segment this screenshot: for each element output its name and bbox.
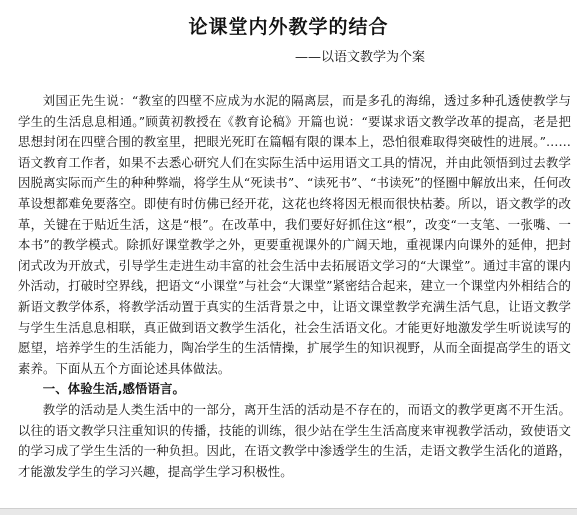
paragraph: 教学的活动是人类生活中的一部分，离开生活的活动是不存在的，而语文的教学更离不开生活。以往的语文教学只注重知识的传播，技能的训练，很少站在学生生活高度来审视教学活动，致使语文的学习成了学生生活的一种负担。因此，在语文教学中渗透学生的生活，走语文教学生活化的道路，才能激发学生的学习兴趣，提高学生学习积极性。 bbox=[18, 401, 571, 479]
document-title: 论课堂内外教学的结合 bbox=[188, 16, 389, 38]
document-body bbox=[18, 91, 571, 482]
paragraph: 刘国正先生说：“教室的四壁不应成为水泥的隔离层，而是多孔的海绵，透过多种孔透使教学与学生的生活息息相通。”顾黄初教授在《教育论稿》开篇也说：“要谋求语文教学改革的提高，老是把思想封闭在四壁合围的教室里，把眼光死盯在篇幅有限的课本上，恐怕很难取得突破性的进展。”……语文教育工作者，如果不去悉心研究人们在实际生活中运用语文工具的情况，并由此领悟到过去教学因脱离实际而产生的种种弊端，将学生从“死读书”、“读死书”、“书读死”的怪圈中解放出来，任何改革设想都难免要落空。即使有时仿佛已经开花，这花也终将因无根而很快枯萎。所以，语文教学的改革，关键在于贴近生活，这是“根”。在改革中，我们要好好抓住这“根”，改变“一支笔、一张嘴、一本书”的教学模式。除抓好课堂教学之外，更要重视课外的广阔天地，重视课内向课外的延伸，把封闭式改为开放式，引导学生走进生动丰富的社会生活中去拓展语文学习的“大课堂”。通过丰富的课内外活动，打破时空界线，把语文“小课堂”与社会“大课堂”紧密结合起来，建立一个课堂内外相结合的新语文教学体系，将教学活动置于真实的生活背景之中，让语文课堂教学充满生活气息，让语文教学与学生生活息息相联，真正做到语文教学生活化，社会生活语文化。才能更好地激发学生听说读写的愿望，培养学生的生活能力，陶冶学生的生活情操，扩展学生的知识视野，从而全面提高学生的语文素养。下面从五个方面论述具体做法。 bbox=[18, 93, 571, 376]
bottom-divider bbox=[0, 508, 577, 515]
document-subtitle: ——以语文教学为个案 bbox=[295, 50, 426, 65]
section-heading: 一、体验生活,感悟语言。 bbox=[42, 381, 186, 397]
